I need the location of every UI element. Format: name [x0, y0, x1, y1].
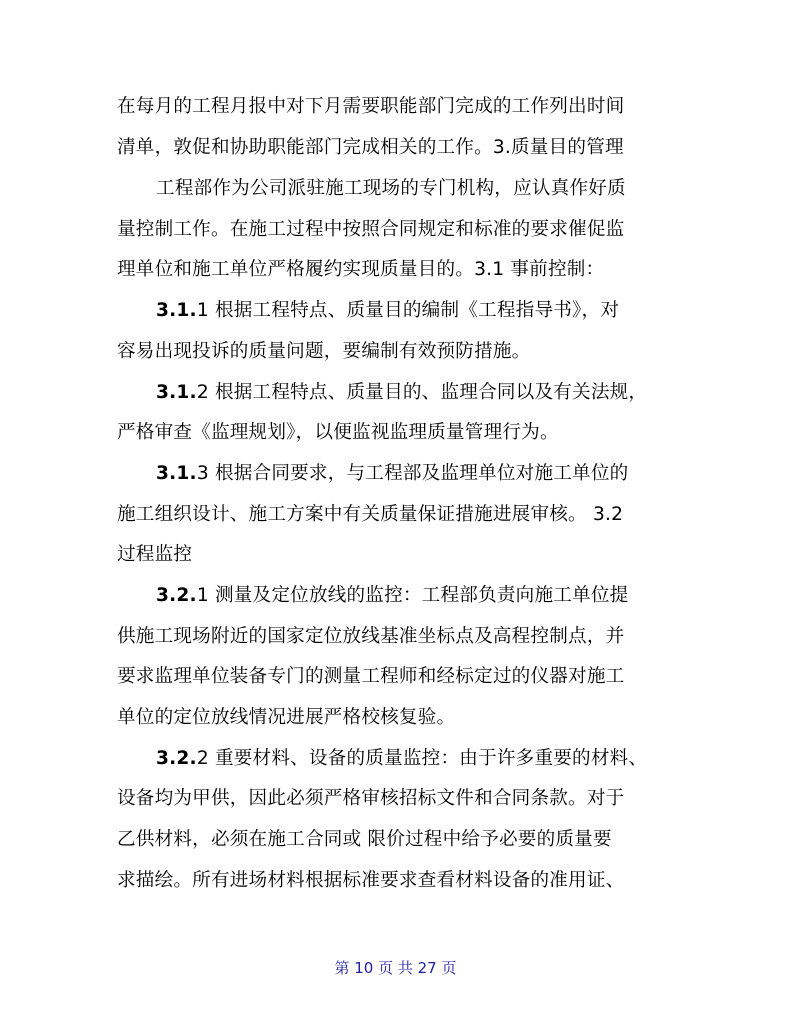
text-run: 1 根据工程特点、质量目的编制《工程指导书》，对 [196, 300, 620, 321]
section-number: 3.1. [156, 382, 197, 403]
text-line: 严格审查《监理规划》，以便监视监理质量管理行为。 [117, 422, 559, 443]
page-number-footer: 第 10 页 共 27 页 [334, 959, 457, 977]
section-number: 3.2. [156, 585, 197, 606]
text-run: 2 重要材料、设备的质量监控：由于许多重要的材料、 [196, 748, 648, 769]
text-line: 在每月的工程月报中对下月需要职能部门完成的工作列出时间 [117, 96, 625, 117]
text-line: 量控制工作。在施工过程中按照合同规定和标准的要求催促监 [117, 219, 625, 240]
text-line: 设备均为甲供，因此必须严格审核招标文件和合同条款。对于 [117, 788, 625, 809]
numbered-item-first-line [156, 299, 619, 323]
section-number: 3.1. [156, 463, 197, 484]
section-number: 3.1. [156, 300, 197, 321]
text-line: 理单位和施工单位严格履约实现质量目的。3.1 事前控制： [117, 259, 605, 280]
text-run: 2 根据工程特点、质量目的、监理合同以及有关法规， [196, 382, 648, 403]
text-line: 工程部作为公司派驻施工现场的专门机构，应认真作好质 [156, 178, 626, 199]
numbered-item-first-line [156, 381, 647, 405]
text-line: 单位的定位放线情况进展严格校核复验。 [117, 707, 456, 728]
text-line: 要求监理单位装备专门的测量工程师和经标定过的仪器对施工 [117, 666, 625, 687]
text-line: 施工组织设计、施工方案中有关质量保证措施进展审核。 3.2 [117, 504, 624, 525]
section-number: 3.2. [156, 748, 197, 769]
numbered-item-first-line [156, 584, 628, 608]
text-line: 供施工现场附近的国家定位放线基准坐标点及高程控制点，并 [117, 626, 625, 647]
text-line: 清单，敦促和协助职能部门完成相关的工作。3.质量目的管理 [117, 137, 624, 158]
numbered-item-first-line [156, 462, 628, 486]
text-line: 容易出现投诉的质量问题，要编制有效预防措施。 [117, 341, 531, 362]
text-run: 1 测量及定位放线的监控：工程部负责向施工单位提 [196, 585, 629, 606]
numbered-item-first-line [156, 747, 647, 771]
text-line: 求描绘。所有进场材料根据标准要求查看材料设备的准用证、 [117, 870, 625, 891]
text-line: 过程监控 [117, 544, 193, 565]
text-run: 3 根据合同要求，与工程部及监理单位对施工单位的 [196, 463, 629, 484]
text-line: 乙供材料，必须在施工合同或 限价过程中给予必要的质量要 [117, 829, 612, 850]
